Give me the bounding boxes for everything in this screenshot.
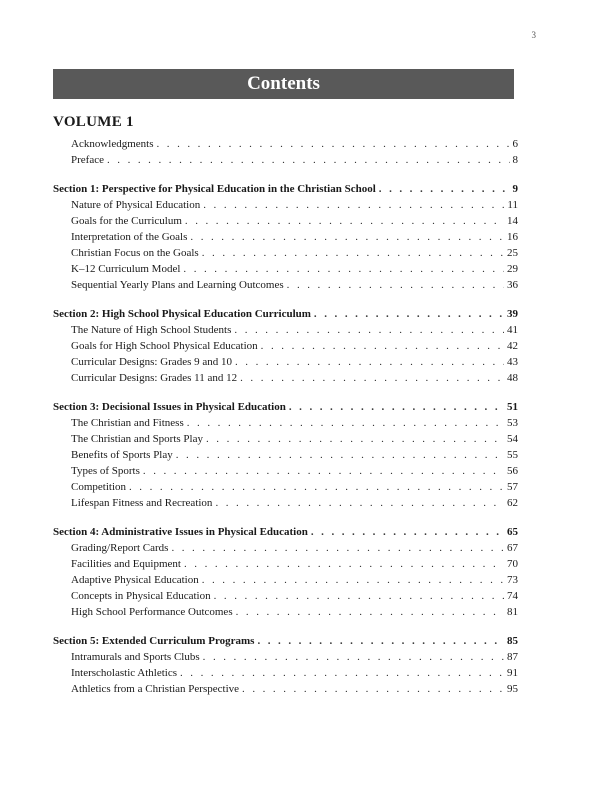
toc-entry-label: Acknowledgments — [71, 138, 154, 150]
page-title: Contents — [247, 73, 320, 94]
toc-entry[interactable] — [53, 495, 518, 511]
toc-entry-label: Section 5: Extended Curriculum Programs — [53, 635, 255, 647]
toc-page-number: 6 — [512, 138, 518, 150]
dot-leader — [379, 181, 510, 197]
toc-group — [53, 306, 518, 386]
toc-page-number: 54 — [507, 433, 518, 445]
toc-group — [53, 136, 518, 168]
dot-leader — [235, 354, 504, 370]
toc-entry-label: Sequential Yearly Plans and Learning Outcomes — [71, 279, 284, 291]
title-banner — [53, 69, 514, 99]
toc-page-number: 36 — [507, 279, 518, 291]
dot-leader — [215, 495, 504, 511]
toc-page-number: 43 — [507, 356, 518, 368]
toc-group — [53, 399, 518, 511]
toc-group — [53, 181, 518, 293]
toc-entry[interactable] — [53, 415, 518, 431]
toc-entry[interactable] — [53, 229, 518, 245]
toc-section-heading[interactable] — [53, 306, 518, 322]
dot-leader — [214, 588, 504, 604]
toc-page-number: 85 — [507, 635, 518, 647]
toc-page-number: 29 — [507, 263, 518, 275]
toc-page-number: 91 — [507, 667, 518, 679]
dot-leader — [180, 665, 504, 681]
toc-entry-label: Section 3: Decisional Issues in Physical Education — [53, 401, 286, 413]
dot-leader — [242, 681, 504, 697]
toc-entry-label: Grading/Report Cards — [71, 542, 169, 554]
dot-leader — [171, 540, 504, 556]
toc-entry-label: The Christian and Sports Play — [71, 433, 203, 445]
toc-section-heading[interactable] — [53, 181, 518, 197]
dot-leader — [202, 245, 504, 261]
toc-page-number: 53 — [507, 417, 518, 429]
dot-leader — [287, 277, 504, 293]
toc-entry[interactable] — [53, 197, 518, 213]
toc-entry-label: Section 1: Perspective for Physical Education in the Christian School — [53, 183, 376, 195]
dot-leader — [185, 213, 504, 229]
dot-leader — [311, 524, 504, 540]
toc-entry[interactable] — [53, 338, 518, 354]
toc-group — [53, 524, 518, 620]
toc-page-number: 95 — [507, 683, 518, 695]
dot-leader — [289, 399, 504, 415]
toc-entry[interactable] — [53, 277, 518, 293]
toc-entry-label: Curricular Designs: Grades 11 and 12 — [71, 372, 238, 384]
dot-leader — [143, 463, 504, 479]
dot-leader — [203, 649, 504, 665]
dot-leader — [187, 415, 504, 431]
toc-page-number: 74 — [507, 590, 518, 602]
toc-entry[interactable] — [53, 556, 518, 572]
toc-entry-label: Christian Focus on the Goals — [71, 247, 199, 259]
toc-entry-label: Competition — [71, 481, 126, 493]
toc-entry[interactable] — [53, 604, 518, 620]
toc-entry-label: Types of Sports — [71, 465, 140, 477]
toc-page-number: 16 — [507, 231, 518, 243]
toc-page-number: 67 — [507, 542, 518, 554]
toc-entry[interactable] — [53, 261, 518, 277]
toc-entry[interactable] — [53, 322, 518, 338]
dot-leader — [190, 229, 504, 245]
toc-section-heading[interactable] — [53, 524, 518, 540]
toc-page-number: 70 — [507, 558, 518, 570]
toc-entry-label: Intramurals and Sports Clubs — [71, 651, 200, 663]
dot-leader — [203, 197, 504, 213]
toc-page-number: 81 — [507, 606, 518, 618]
toc-entry-label: Preface — [71, 154, 104, 166]
toc-entry[interactable] — [53, 447, 518, 463]
toc-entry-label: High School Performance Outcomes — [71, 606, 233, 618]
toc-entry[interactable] — [53, 588, 518, 604]
toc-section-heading[interactable] — [53, 399, 518, 415]
toc-page-number: 42 — [507, 340, 518, 352]
toc-entry[interactable] — [53, 245, 518, 261]
toc-section-heading[interactable] — [53, 633, 518, 649]
table-of-contents — [53, 136, 518, 710]
toc-page-number: 56 — [507, 465, 518, 477]
toc-entry[interactable] — [53, 136, 518, 152]
dot-leader — [240, 370, 504, 386]
toc-entry[interactable] — [53, 649, 518, 665]
dot-leader — [129, 479, 504, 495]
toc-entry[interactable] — [53, 213, 518, 229]
toc-entry-label: The Nature of High School Students — [71, 324, 232, 336]
toc-entry-label: Facilities and Equipment — [71, 558, 181, 570]
toc-entry[interactable] — [53, 370, 518, 386]
dot-leader — [176, 447, 504, 463]
toc-group — [53, 633, 518, 697]
toc-entry-label: Lifespan Fitness and Recreation — [71, 497, 213, 509]
dot-leader — [234, 322, 504, 338]
toc-entry-label: Section 2: High School Physical Education Curriculum — [53, 308, 311, 320]
toc-page-number: 14 — [507, 215, 518, 227]
toc-entry-label: Goals for the Curriculum — [71, 215, 182, 227]
toc-entry[interactable] — [53, 479, 518, 495]
toc-entry[interactable] — [53, 681, 518, 697]
toc-entry[interactable] — [53, 354, 518, 370]
dot-leader — [236, 604, 504, 620]
dot-leader — [257, 633, 504, 649]
toc-entry-label: Interscholastic Athletics — [71, 667, 177, 679]
toc-entry[interactable] — [53, 463, 518, 479]
dot-leader — [206, 431, 504, 447]
toc-entry-label: Benefits of Sports Play — [71, 449, 173, 461]
toc-page-number: 87 — [507, 651, 518, 663]
toc-entry-label: Athletics from a Christian Perspective — [71, 683, 240, 695]
toc-page-number: 48 — [507, 372, 518, 384]
toc-page-number: 11 — [507, 199, 518, 211]
toc-page-number: 9 — [512, 183, 518, 195]
toc-page-number: 62 — [507, 497, 518, 509]
toc-page-number: 65 — [507, 526, 518, 538]
dot-leader — [184, 556, 504, 572]
toc-entry-label: K–12 Curriculum Model — [71, 263, 181, 275]
toc-entry[interactable] — [53, 665, 518, 681]
toc-page-number: 25 — [507, 247, 518, 259]
toc-entry[interactable] — [53, 431, 518, 447]
toc-entry-label: Curricular Designs: Grades 9 and 10 — [71, 356, 232, 368]
toc-page-number: 41 — [507, 324, 518, 336]
dot-leader — [183, 261, 504, 277]
toc-entry[interactable] — [53, 572, 518, 588]
toc-page-number: 39 — [507, 308, 518, 320]
page-number: 3 — [531, 30, 536, 40]
toc-entry-label: Interpretation of the Goals — [71, 231, 188, 243]
dot-leader — [202, 572, 504, 588]
toc-page-number: 55 — [507, 449, 518, 461]
dot-leader — [107, 152, 510, 168]
toc-entry-label: Adaptive Physical Education — [71, 574, 199, 586]
toc-page-number: 73 — [507, 574, 518, 586]
dot-leader — [156, 136, 509, 152]
toc-entry-label: Goals for High School Physical Education — [71, 340, 258, 352]
volume-heading: VOLUME 1 — [53, 114, 134, 130]
toc-entry-label: Concepts in Physical Education — [71, 590, 211, 602]
toc-entry[interactable] — [53, 152, 518, 168]
toc-page-number: 57 — [507, 481, 518, 493]
toc-page-number: 8 — [512, 154, 518, 166]
dot-leader — [261, 338, 504, 354]
toc-page-number: 51 — [507, 401, 518, 413]
toc-entry-label: The Christian and Fitness — [71, 417, 184, 429]
toc-entry-label: Nature of Physical Education — [71, 199, 201, 211]
dot-leader — [314, 306, 504, 322]
toc-entry[interactable] — [53, 540, 518, 556]
toc-entry-label: Section 4: Administrative Issues in Physical Education — [53, 526, 308, 538]
